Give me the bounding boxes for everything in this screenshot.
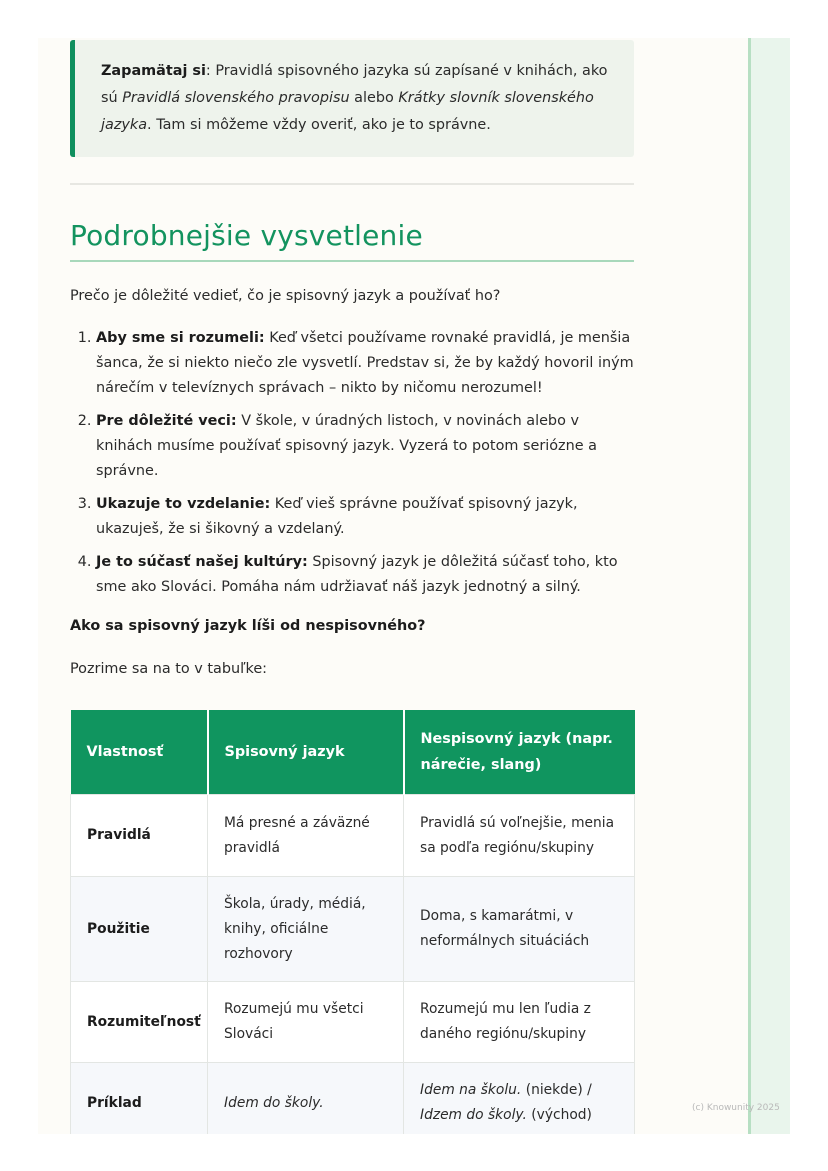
side-accent-bar xyxy=(748,38,790,1134)
remember-callout: Zapamätaj si: Pravidlá spisovného jazyka sú zapísané v knihách, ako sú Pravidlá slovenského pravopisu alebo Krátky slovník slovenského jazyka. Tam si môžeme vždy overiť, ako je to správne. xyxy=(70,40,634,157)
divider xyxy=(70,183,634,185)
table-row: Rozumiteľnosť Rozumejú mu všetci Slováci Rozumejú mu len ľudia z daného regiónu/skupiny xyxy=(71,982,635,1063)
comparison-subheading: Ako sa spisovný jazyk líši od nespisovného? xyxy=(70,618,426,634)
callout-label: Zapamätaj si xyxy=(101,63,206,79)
intro-question: Prečo je dôležité vedieť, čo je spisovný jazyk a používať ho? xyxy=(70,288,501,304)
watermark: (c) Knowunity 2025 xyxy=(692,1103,780,1113)
header-nonstandard: Nespisovný jazyk (napr. nárečie, slang) xyxy=(404,710,635,795)
list-item: 4. Je to súčasť našej kultúry: Spisovný jazyk je dôležitá súčasť toho, kto sme ako Slováci. Pomáha nám udržiavať náš jazyk jednotný a silný. xyxy=(96,550,634,600)
table-header-row xyxy=(71,710,635,795)
table-row: Pravidlá Má presné a záväzné pravidlá Pravidlá sú voľnejšie, menia sa podľa regiónu/skupiny xyxy=(71,795,635,877)
list-item: 1. Aby sme si rozumeli: Keď všetci používame rovnaké pravidlá, je menšia šanca, že si niekto niečo zle vysvetlí. Predstav si, že by každý hovoril iným nárečím v televíznych správach – nikto by ničomu nerozumel! xyxy=(96,326,634,401)
table-lead-text: Pozrime sa na to v tabuľke: xyxy=(70,661,268,677)
document-page xyxy=(38,38,790,1134)
table-row: Použitie Škola, úrady, médiá, knihy, oficiálne rozhovory Doma, s kamarátmi, v neformálnych situáciách xyxy=(71,877,635,982)
table-row: Príklad Idem do školy. Idem na školu. (niekde) / Idzem do školy. (východ) xyxy=(71,1063,635,1135)
book-title-pravopis: Pravidlá slovenského pravopisu xyxy=(122,90,350,106)
header-standard: Spisovný jazyk xyxy=(208,710,404,795)
header-property: Vlastnosť xyxy=(71,710,208,795)
comparison-table xyxy=(70,710,635,1134)
book-title-slovnik: Krátky slovník slovenského jazyka xyxy=(101,90,594,133)
section-heading: Podrobnejšie vysvetlenie xyxy=(70,219,634,262)
reasons-list xyxy=(70,326,634,600)
list-item: 3. Ukazuje to vzdelanie: Keď vieš správne používať spisovný jazyk, ukazuješ, že si šikovný a vzdelaný. xyxy=(96,492,634,542)
list-item: 2. Pre dôležité veci: V škole, v úradných listoch, v novinách alebo v knihách musíme používať spisovný jazyk. Vyzerá to potom seriózne a správne. xyxy=(96,409,634,484)
content-column xyxy=(70,38,634,1134)
